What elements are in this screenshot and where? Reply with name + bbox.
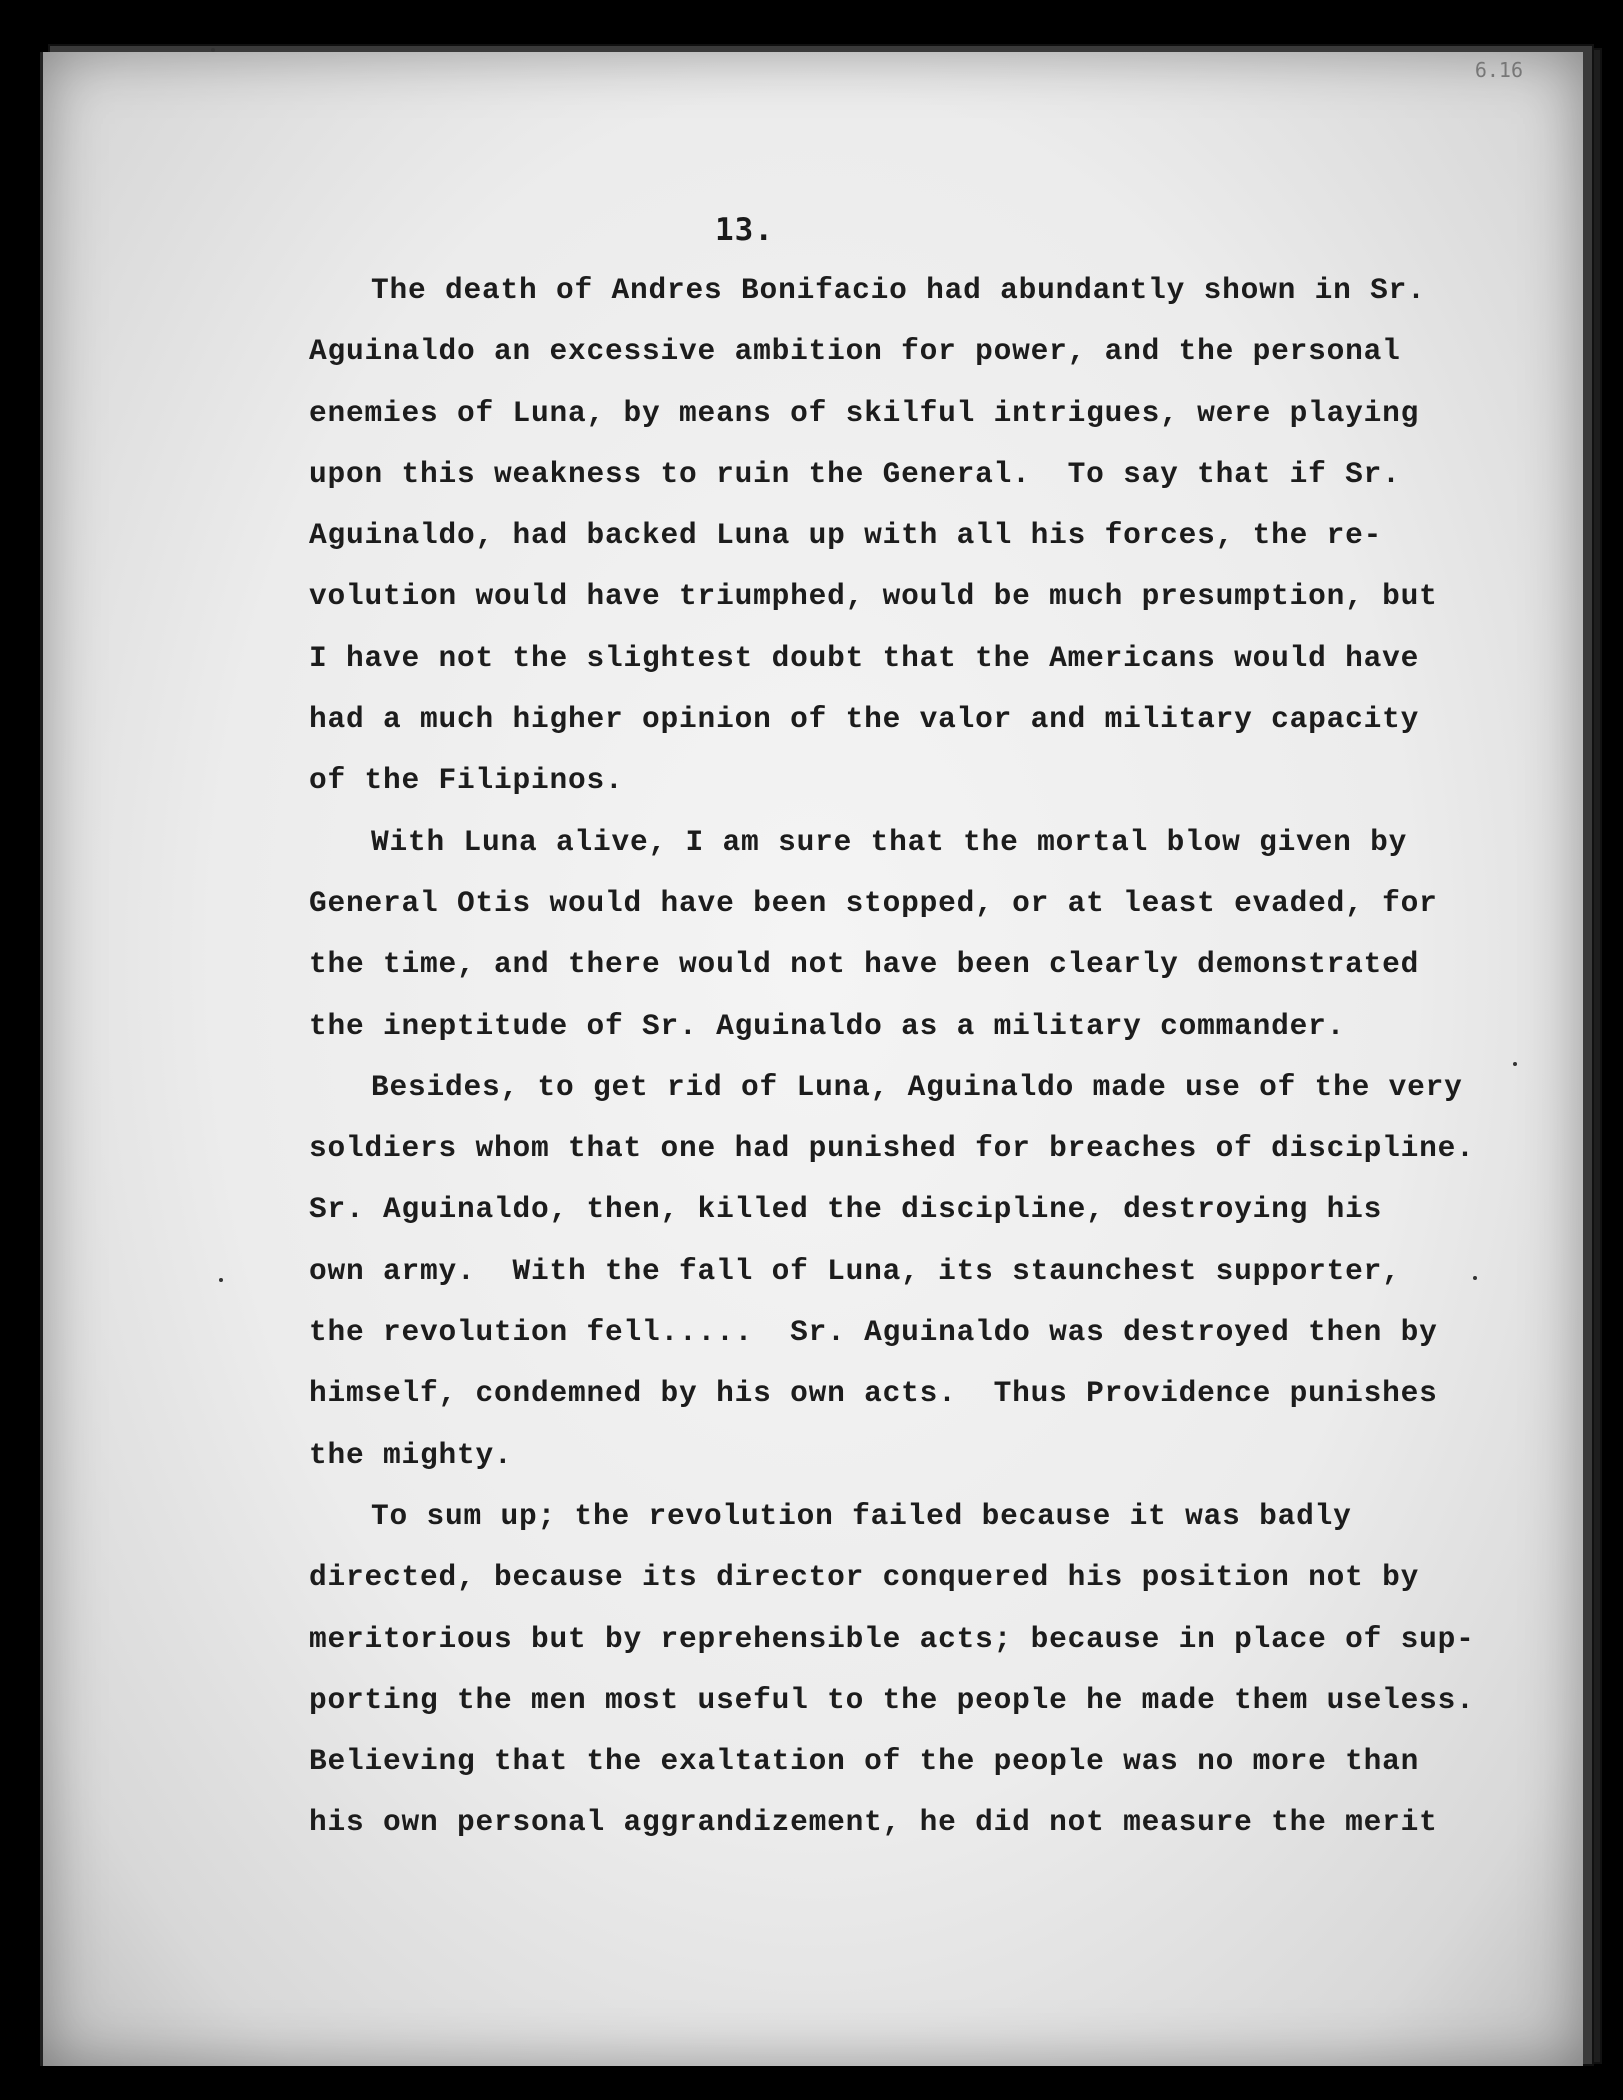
- text-line: of the Filipinos.: [309, 763, 624, 798]
- text-line: Besides, to get rid of Luna, Aguinaldo made use of the very: [371, 1069, 1463, 1104]
- text-line: directed, because its director conquered his position not by: [309, 1560, 1420, 1595]
- text-line: upon this weakness to ruin the General. To say that if Sr.: [309, 456, 1401, 491]
- text-line: soldiers whom that one had punished for breaches of discipline.: [309, 1131, 1475, 1166]
- text-line: the mighty.: [309, 1437, 513, 1472]
- text-line: Aguinaldo an excessive ambition for power, and the personal: [309, 334, 1401, 369]
- page-number: 13.: [715, 212, 774, 248]
- text-line: volution would have triumphed, would be much presumption, but: [309, 579, 1438, 614]
- text-line: meritorious but by reprehensible acts; because in place of sup-: [309, 1621, 1475, 1656]
- text-line: General Otis would have been stopped, or at least evaded, for: [309, 885, 1438, 920]
- typed-page: [40, 52, 1583, 2066]
- dust-speck: [211, 48, 215, 52]
- text-line: Believing that the exaltation of the people was no more than: [309, 1744, 1420, 1779]
- text-line: the revolution fell..... Sr. Aguinaldo was destroyed then by: [309, 1315, 1438, 1350]
- text-line: had a much higher opinion of the valor and military capacity: [309, 702, 1420, 737]
- text-line: With Luna alive, I am sure that the mortal blow given by: [371, 824, 1408, 859]
- text-line: Aguinaldo, had backed Luna up with all his forces, the re-: [309, 518, 1383, 553]
- text-line: The death of Andres Bonifacio had abundantly shown in Sr.: [371, 273, 1426, 307]
- text-line: the time, and there would not have been clearly demonstrated: [309, 947, 1420, 982]
- text-line: own army. With the fall of Luna, its staunchest supporter,: [309, 1253, 1401, 1288]
- text-line: I have not the slightest doubt that the Americans would have: [309, 640, 1420, 675]
- text-line: porting the men most useful to the people he made them useless.: [309, 1682, 1475, 1717]
- corner-mark: 6.16: [1474, 58, 1523, 82]
- text-line: himself, condemned by his own acts. Thus Providence punishes: [309, 1376, 1438, 1411]
- text-line: the ineptitude of Sr. Aguinaldo as a military commander.: [309, 1008, 1346, 1043]
- text-line: his own personal aggrandizement, he did not measure the merit: [309, 1805, 1438, 1840]
- text-line: To sum up; the revolution failed because it was badly: [371, 1498, 1352, 1533]
- body-text: [309, 260, 1541, 1854]
- text-line: enemies of Luna, by means of skilful intrigues, were playing: [309, 395, 1420, 430]
- dust-speck: [219, 1278, 223, 1282]
- text-line: Sr. Aguinaldo, then, killed the discipline, destroying his: [309, 1192, 1383, 1227]
